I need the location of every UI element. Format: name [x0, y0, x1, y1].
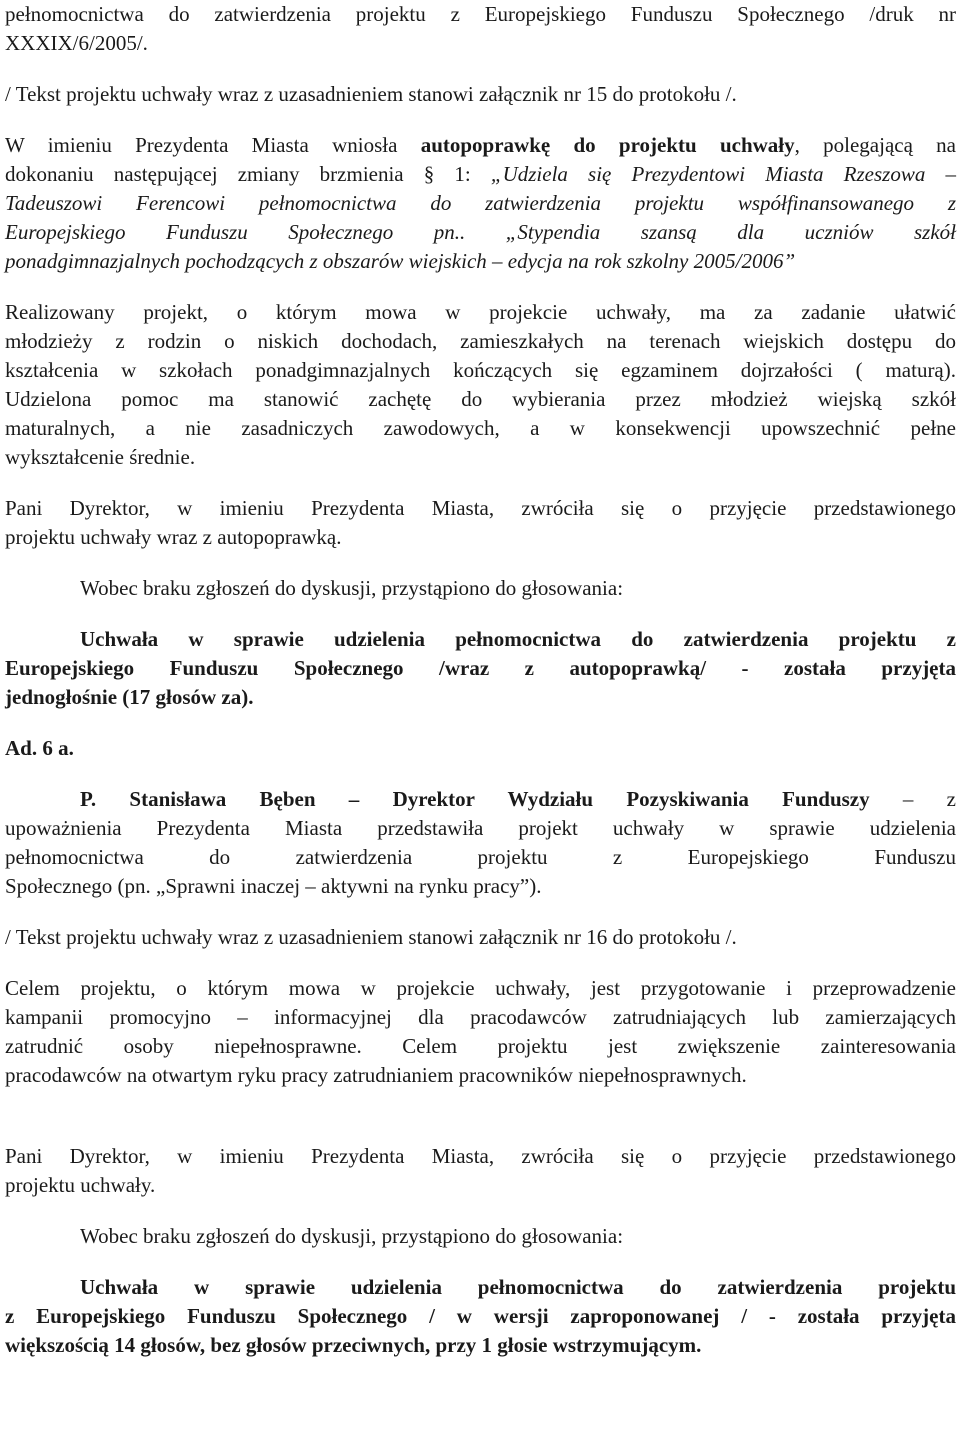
bold-text-line: Ad. 6 a. [5, 736, 74, 760]
section-symbol: § [423, 162, 435, 186]
paragraph-druk-reference [5, 0, 956, 58]
bold-text-line: Europejskiego Funduszu Społecznego /wraz z autopoprawką/ - została przyjęta [5, 656, 956, 680]
text-line: XXXIX/6/2005/. [5, 31, 148, 55]
text-line: / Tekst projektu uchwały wraz z uzasadnieniem stanowi załącznik nr 15 do protokołu /. [5, 82, 737, 106]
text-line: Celem projektu, o którym mowa w projekcie uchwały, jest przygotowanie i przeprowadzenie [5, 976, 956, 1000]
paragraph-project-goal [5, 974, 956, 1090]
italic-text-line: Tadeuszowi Ferencowi pełnomocnictwa do zatwierdzenia projektu współfinansowanego z [5, 191, 956, 215]
text-line: kampanii promocyjno – informacyjnej dla pracodawców zatrudniających lub zamierzających [5, 1005, 956, 1029]
text-line [5, 131, 956, 160]
bold-text-line: większością 14 głosów, bez głosów przeciwnych, przy 1 głosie wstrzymującym. [5, 1333, 702, 1357]
bold-text-line: jednogłośnie (17 głosów za). [5, 685, 254, 709]
text-line: Społecznego (pn. „Sprawni inaczej – aktywni na rynku pracy”). [5, 874, 542, 898]
italic-text-line: Europejskiego Funduszu Społecznego pn.. „Stypendia szansą dla uczniów szkół [5, 220, 956, 244]
bold-text: autopoprawkę do projektu uchwały [420, 133, 795, 157]
text-span: W imieniu Prezydenta Miasta wniosła [5, 133, 421, 157]
text-line: kształcenia w szkołach ponadgimnazjalnych kończących się egzaminem dojrzałości ( maturą). [5, 358, 956, 382]
text-line: Realizowany projekt, o którym mowa w projekcie uchwały, ma za zadanie ułatwić [5, 300, 956, 324]
text-line: Wobec braku zgłoszeń do dyskusji, przystąpiono do głosowania: [80, 1224, 624, 1248]
text-line: Wobec braku zgłoszeń do dyskusji, przystąpiono do głosowania: [80, 576, 624, 600]
paragraph-director-request-2 [5, 1142, 956, 1200]
text-line: pełnomocnictwa do zatwierdzenia projektu z Europejskiego Funduszu [5, 845, 956, 869]
text-line: Pani Dyrektor, w imieniu Prezydenta Miasta, zwróciła się o przyjęcie przedstawionego [5, 1144, 956, 1168]
paragraph-resolution-result-2 [5, 1273, 956, 1360]
paragraph-attachment-note-15 [5, 80, 956, 109]
text-span: , polegającą na [794, 133, 957, 157]
agenda-item-heading [5, 734, 956, 763]
text-line: zatrudnić osoby niepełnosprawne. Celem projektu jest zwiększenie zainteresowania [5, 1034, 956, 1058]
text-line: projektu uchwały wraz z autopoprawką. [5, 525, 342, 549]
text-line [5, 160, 956, 189]
text-line: pełnomocnictwa do zatwierdzenia projektu z Europejskiego Funduszu Społecznego /druk nr [5, 2, 956, 26]
bold-text-line: Uchwała w sprawie udzielenia pełnomocnictwa do zatwierdzenia projektu z [80, 627, 956, 651]
text-span: dokonaniu następującej zmiany brzmienia [5, 162, 424, 186]
text-line [5, 785, 956, 814]
bold-text-line: Uchwała w sprawie udzielenia pełnomocnictwa do zatwierdzenia projektu [80, 1275, 956, 1299]
text-span: 1: [434, 162, 491, 186]
italic-text-line: ponadgimnazjalnych pochodzących z obszarów wiejskich – edycja na rok szkolny 2005/2006” [5, 249, 796, 273]
paragraph-attachment-note-16 [5, 923, 956, 952]
paragraph-resolution-result-1 [5, 625, 956, 712]
paragraph-autopoprawka [5, 131, 956, 276]
text-line: Udzielona pomoc ma stanowić zachętę do wybierania przez młodzież wiejską szkół [5, 387, 956, 411]
paragraph-voting-start-2 [5, 1222, 956, 1251]
paragraph-director-request [5, 494, 956, 552]
text-line: maturalnych, a nie zasadniczych zawodowych, a w konsekwencji upowszechnić pełne [5, 416, 956, 440]
text-line: wykształcenie średnie. [5, 445, 196, 469]
text-line: upoważnienia Prezydenta Miasta przedstawiła projekt uchwały w sprawie udzielenia [5, 816, 956, 840]
bold-text-line: z Europejskiego Funduszu Społecznego / w wersji zaproponowanej / - została przyjęta [5, 1304, 956, 1328]
text-line: pracodawców na otwartym ryku pracy zatrudnianiem pracowników niepełnosprawnych. [5, 1063, 747, 1087]
text-line: Pani Dyrektor, w imieniu Prezydenta Miasta, zwróciła się o przyjęcie przedstawionego [5, 496, 956, 520]
italic-text: „Udziela się Prezydentowi Miasta Rzeszowa – [490, 162, 956, 186]
text-span: – z [869, 787, 956, 811]
bold-text: P. Stanisława Bęben – Dyrektor Wydziału Pozyskiwania Funduszy [80, 787, 870, 811]
paragraph-voting-start [5, 574, 956, 603]
text-line: projektu uchwały. [5, 1173, 156, 1197]
paragraph-presentation [5, 785, 956, 901]
text-line: / Tekst projektu uchwały wraz z uzasadnieniem stanowi załącznik nr 16 do protokołu /. [5, 925, 737, 949]
text-line: młodzieży z rodzin o niskich dochodach, zamieszkałych na terenach wiejskich dostępu do [5, 329, 956, 353]
paragraph-project-description [5, 298, 956, 472]
